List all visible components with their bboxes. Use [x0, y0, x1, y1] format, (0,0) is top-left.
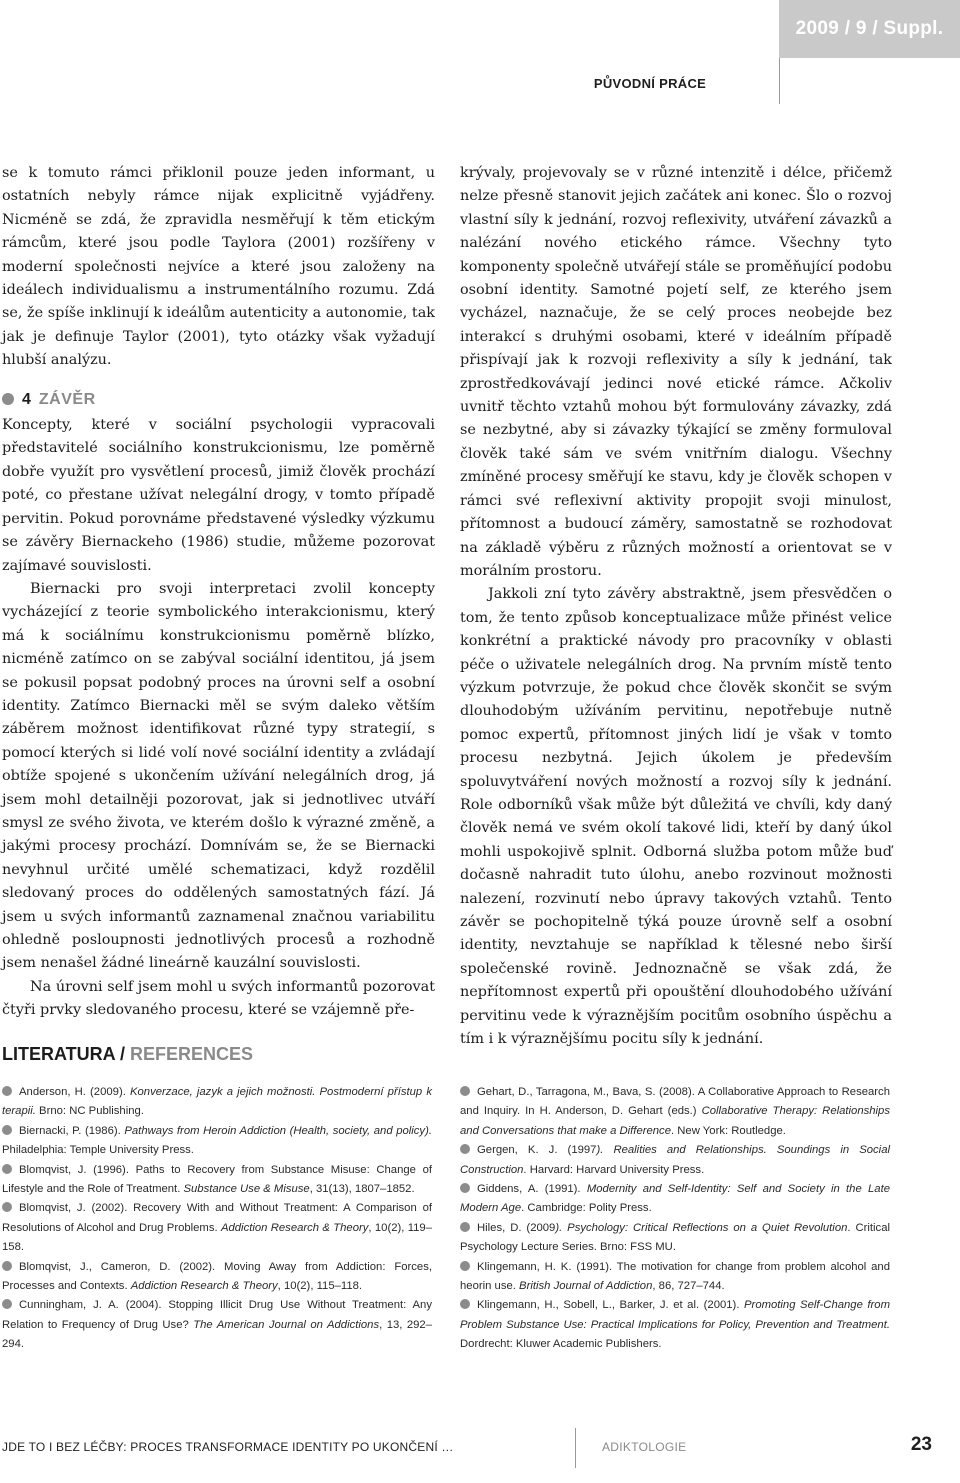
bullet-dot-icon — [460, 1183, 470, 1193]
paragraph: Biernacki pro svoji interpretaci zvolil koncepty vycházející z teorie symbolického interakcionismu, který má k sociálnímu konstrukcionismu poměrně blízko, nicméně zatímco on se zabýval sociální identitou, já jsem se pokusil popsat podobný proces na úrovni self a osobní identity. Zatímco Biernacki měl se svým daleko větším záběrem možnost identifikovat různé typy strategií, s pomocí kterých si lidé volí nové sociální identity a zvládají obtíže spojené s ukončením užívání nelegálních drog, já jsem mohl detailněji pozorovat, jak si jednotlivec utváří smysl ze svého života, ve kterém došlo k výrazné změně, a jakými procesy prochází. Domnívám se, že se Biernacki nevyhnul určité umělé schematizaci, když rozdělil sledovaný proces do oddělených samostatných fází. Já jsem u svých informantů zaznamenal značnou variabilitu ohledně posloupnosti jednotlivých procesů a rozhodně jsem nenašel žádné lineárně kauzální souvislosti. — [2, 580, 435, 972]
reference-item: Anderson, H. (2009). Konverzace, jazyk a jejich možnosti. Postmoderní přístup k terapii. Brno: NC Publishing. — [2, 1086, 432, 1118]
reference-item: Hiles, D. (2009). Psychology: Critical Reflections on a Quiet Revolution. Critical Psychology Lecture Series. Brno: FSS MU. — [460, 1221, 890, 1254]
bullet-dot-icon — [2, 1202, 12, 1212]
bullet-dot-icon — [2, 393, 14, 405]
reference-item: Blomqvist, J. (2002). Recovery With and Without Treatment: A Comparison of Resolutions of Alcohol and Drug Problems. Addiction Research & Theory, 10(2), 119–158. — [2, 1202, 432, 1254]
paragraph: Na úrovni self jsem mohl u svých informantů pozorovat čtyři prvky sledovaného procesu, které se vzájemně pře- — [2, 978, 435, 1019]
reference-item: Cunningham, J. A. (2004). Stopping Illicit Drug Use Without Treatment: Any Relation to Frequency of Drug Use? The American Journal on Addictions, 13, 292–294. — [2, 1299, 432, 1351]
left-column — [2, 162, 435, 1023]
issue-label: 2009 / 9 / Suppl. — [795, 18, 944, 39]
bullet-dot-icon — [460, 1144, 470, 1154]
section-title: ZÁVĚR — [38, 390, 96, 408]
references-right — [460, 1083, 890, 1355]
paragraph: se k tomuto rámci přiklonil pouze jeden informant, u ostatních nebyly rámce nijak explicitně vyjádřeny. Nicméně se zdá, že zpravidla nesměřují k těm etickým rámcům, které jsou podle Taylora (2001) rozšířeny v moderní společnosti nejvíce a které jsou založeny na ideálech individualismu a instrumentálního rozumu. Zdá se, že spíše inklinují k ideálům autenticity a autonomie, tak jak je definuje Taylor (2001), tyto otázky však vyžadují hlubší analýzu. — [2, 165, 435, 369]
header-divider — [779, 58, 780, 104]
literature-title-en: REFERENCES — [130, 1044, 254, 1064]
bullet-dot-icon — [460, 1299, 470, 1309]
bullet-dot-icon — [2, 1125, 12, 1135]
literature-separator: / — [120, 1044, 126, 1064]
bullet-dot-icon — [2, 1299, 12, 1309]
paragraph: Koncepty, které v sociální psychologii vypracovali představitelé sociálního konstrukcionismu, lze poměrně dobře využít pro vysvětlení procesů, jimiž člověk prochází poté, co přestane užívat nelegální drogy, v tomto případě pervitin. Pokud porovnáme představené výsledky výzkumu se závěry Biernackeho (1986) studie, můžeme pozorovat zajímavé souvislosti. — [2, 417, 435, 574]
reference-item: Blomqvist, J. (1996). Paths to Recovery from Substance Misuse: Change of Lifestyle and the Role of Treatment. Substance Use & Misuse, 31(13), 1807–1852. — [2, 1163, 432, 1196]
references-left — [2, 1083, 432, 1355]
reference-item: Gergen, K. J. (1997). Realities and Relationships. Soundings in Social Construction. Harvard: Harvard University Press. — [460, 1144, 890, 1176]
bullet-dot-icon — [460, 1261, 470, 1271]
literature-heading — [2, 1044, 253, 1065]
bullet-dot-icon — [2, 1164, 12, 1174]
reference-item: Gehart, D., Tarragona, M., Bava, S. (2008). A Collaborative Approach to Research and Inquiry. In H. Anderson, D. Gehart (eds.) Collaborative Therapy: Relationships and Conversations that make a Difference. New York: Routledge. — [460, 1086, 890, 1137]
section-heading — [2, 388, 435, 411]
reference-item: Blomqvist, J., Cameron, D. (2002). Moving Away from Addiction: Forces, Processes and Contexts. Addiction Research & Theory, 10(2), 115–118. — [2, 1260, 432, 1293]
reference-item: Klingemann, H., Sobell, L., Barker, J. et al. (2001). Promoting Self-Change from Problem Substance Use: Practical Implications for Policy, Prevention and Treatment. Dordrecht: Kluwer Academic Publishers. — [460, 1299, 890, 1351]
literature-title-cs: LITERATURA — [2, 1044, 115, 1064]
bullet-dot-icon — [2, 1086, 12, 1096]
reference-item: Klingemann, H. K. (1991). The motivation for change from problem alcohol and heorin use. British Journal of Addiction, 86, 727–744. — [460, 1260, 890, 1293]
footer-divider — [575, 1428, 576, 1468]
bullet-dot-icon — [460, 1086, 470, 1096]
section-number: 4 — [22, 390, 31, 408]
page-number: 23 — [910, 1434, 932, 1455]
right-column — [460, 162, 892, 1051]
paragraph: Jakkoli zní tyto závěry abstraktně, jsem přesvědčen o tom, že tento způsob konceptualizace může přinést velice konkrétní a praktické návody pro pracovníky v oblasti péče o uživatele nelegálních drog. Na prvním místě tento výzkum potvrzuje, že pokud chce člověk skončit se svým dlouhodobým užíváním pervitinu, nepotřebuje nutně pomoc expertů, přítomnost jiných lidí je však v tomto procesu nezbytná. Jejich úkolem je především spoluvytváření nových možností a rozvoj síly k jednání. Role odborníků však může být důležitá ve chvíli, kdy daný člověk nemá ve svém okolí takové lidi, kteří by daný úkol mohli uspokojivě splnit. Odborná služba potom může buď dočasně nahradit tuto úlohu, anebo rozvinout možnosti nalezení, rozvinutí nebo úpravy takových vztahů. Tento závěr se pochopitelně týká pouze úrovně self a osobní identity, nevztahuje se například k tělesné nebo širší společenské rovině. Jednoznačně se však zdá, že nepřítomnost expertů při opouštění dlouhodobého užívání pervitinu vede k výraznějším pocitům osobního úspěchu a tím i k výraznějšímu pocitu síly k jednání. — [460, 586, 892, 1048]
bullet-dot-icon — [2, 1261, 12, 1271]
reference-item: Giddens, A. (1991). Modernity and Self-Identity: Self and Society in the Late Modern Age. Cambridge: Polity Press. — [460, 1183, 890, 1215]
issue-tag — [779, 0, 960, 58]
paragraph: krývaly, projevovaly se v různé intenzitě i délce, přičemž nelze přesně stanovit jejich začátek ani konec. Šlo o rozvoj vlastní síly k jednání, rozvoj reflexivity, utváření závazků a nalézání nového etického rámce. Všechny tyto komponenty společně utvářejí stále se proměňující podobu osobní identity. Samotné pojetí self, ze kterého jsem vycházel, naznačuje, že se celý proces neobejde bez interakcí s druhými osobami, které v ideálním případě přispívají jak k rozvoji reflexivity a síly k jednání, tak zprostředkovávají jedinci nové etické rámce. Ačkoliv uvnitř těchto vztahů mohou být formulovány závazky, zdá se nezbytné, aby si závazky týkající se změny formuloval člověk také sám ve svém vnitřním dialogu. Všechny zmíněné procesy směřují ke stavu, kdy je člověk schopen v rámci své reflexivní aktivity propojit svoji minulost, přítomnost a budoucí záměry, samostatně se rozhodovat na základě výběru z různých možností a orientovat se v morálním prostoru. — [460, 165, 892, 579]
bullet-dot-icon — [460, 1222, 470, 1232]
section-label: PŮVODNÍ PRÁCE — [593, 76, 707, 91]
reference-item: Biernacki, P. (1986). Pathways from Heroin Addiction (Health, society, and policy). Philadelphia: Temple University Press. — [2, 1124, 432, 1157]
footer-article-title: JDE TO I BEZ LÉČBY: PROCES TRANSFORMACE IDENTITY PO UKONČENÍ … — [2, 1440, 454, 1454]
footer-journal-name: ADIKTOLOGIE — [602, 1440, 687, 1454]
